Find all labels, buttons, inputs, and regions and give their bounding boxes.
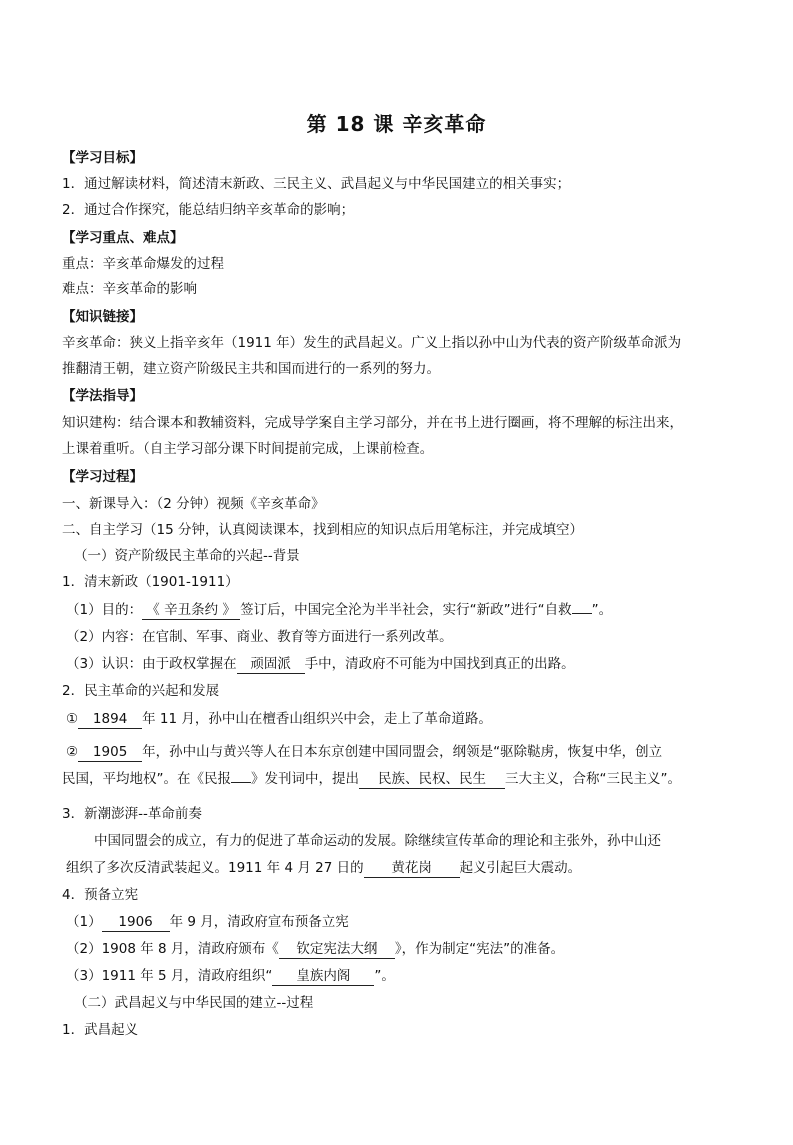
method-heading: 【学法指导】 <box>62 388 143 404</box>
goal-item-2: 2．通过合作探究，能总结归纳辛亥革命的影响； <box>62 202 355 218</box>
goals-heading: 【学习目标】 <box>62 150 143 166</box>
page-title: 第 18 课 辛亥革命 <box>306 112 487 136</box>
s3-title: 3．新潮澎湃--革命前奏 <box>62 806 202 822</box>
part2-title: （二）武昌起义与中华民国的建立--过程 <box>74 995 314 1011</box>
blank-three-principles: 民族、民权、民生 <box>359 771 505 789</box>
knowledge-line-2: 推翻清王朝，建立资产阶级民主共和国而进行的一系列的努力。 <box>62 361 440 377</box>
blank-1894: 1894 <box>78 711 142 729</box>
blank-royal-cabinet: 皇族内阁 <box>272 968 374 986</box>
s1-title: 1．清末新政（1901-1911） <box>62 574 239 590</box>
blank-1905: 1905 <box>78 744 142 762</box>
self-study-line: 二、自主学习（15 分钟，认真阅读课本，找到相应的知识点后用笔标注，并完成填空） <box>62 522 583 538</box>
s3-para-2: 组织了多次反清武装起义。1911 年 4 月 27 日的 黄花岗 起义引起巨大震动。 <box>66 860 582 876</box>
s1-content-line: （2）内容：在官制、军事、商业、教育等方面进行一系列改革。 <box>66 629 453 645</box>
p2-s1-title: 1．武昌起义 <box>62 1022 139 1038</box>
blank-constitution-outline: 钦定宪法大纲 <box>279 941 395 959</box>
s4-item-3: （3）1911 年 5 月，清政府组织“ 皇族内阁 ”。 <box>66 968 395 984</box>
blank-huanghuagang: 黄花岗 <box>364 860 460 878</box>
blank-conservatives: 顽固派 <box>237 656 305 674</box>
key-point: 重点：辛亥革命爆发的过程 <box>62 256 224 272</box>
blank-1906: 1906 <box>102 914 170 932</box>
process-heading: 【学习过程】 <box>62 469 143 485</box>
s2-item-2: ② 1905 年，孙中山与黄兴等人在日本东京创建中国同盟会，纲领是“驱除鞑虏，恢复中华，创立 <box>66 744 663 760</box>
intro-line: 一、新课导入：（2 分钟）视频《辛亥革命》 <box>62 496 325 512</box>
s4-title: 4．预备立宪 <box>62 887 139 903</box>
part1-title: （一）资产阶级民主革命的兴起--背景 <box>74 548 300 564</box>
blank-self-rescue <box>572 613 592 614</box>
knowledge-line-1: 辛亥革命：狭义上指辛亥年（1911 年）发生的武昌起义。广义上指以孙中山为代表的资产阶级革命派为 <box>62 335 682 351</box>
blank-treaty: 《 辛丑条约 》 <box>142 602 240 620</box>
knowledge-heading: 【知识链接】 <box>62 309 143 325</box>
s2-item-2-cont: 民国，平均地权”。在《民报 》发刊词中，提出 民族、民权、民生 三大主义，合称“三民主义”。 <box>62 771 681 787</box>
difficult-point: 难点：辛亥革命的影响 <box>62 281 197 297</box>
focus-heading: 【学习重点、难点】 <box>62 230 184 246</box>
s2-title: 2．民主革命的兴起和发展 <box>62 683 220 699</box>
goal-item-1: 1．通过解读材料，简述清末新政、三民主义、武昌起义与中华民国建立的相关事实； <box>62 176 571 192</box>
s3-para-1: 中国同盟会的成立，有力的促进了革命运动的发展。除继续宣传革命的理论和主张外，孙中山还 <box>94 833 661 849</box>
blank-minbao <box>231 782 251 783</box>
method-line-2: 上课着重听。（自主学习部分课下时间提前完成，上课前检查。 <box>62 441 434 457</box>
s4-item-1: （1） 1906 年 9 月，清政府宣布预备立宪 <box>66 914 349 930</box>
method-line-1: 知识建构：结合课本和教辅资料，完成导学案自主学习部分，并在书上进行圈画，将不理解的标注出来， <box>62 415 683 431</box>
s4-item-2: （2）1908 年 8 月，清政府颁布《 钦定宪法大纲 》，作为制定“宪法”的准备。 <box>66 941 565 957</box>
s1-purpose-line: （1）目的： 《 辛丑条约 》 签订后，中国完全沦为半半社会，实行“新政”进行“自救 ”。 <box>66 602 613 618</box>
s1-view-line: （3）认识：由于政权掌握在 顽固派 手中，清政府不可能为中国找到真正的出路。 <box>66 656 575 672</box>
s2-item-1: ① 1894 年 11 月，孙中山在檀香山组织兴中会，走上了革命道路。 <box>66 711 492 727</box>
